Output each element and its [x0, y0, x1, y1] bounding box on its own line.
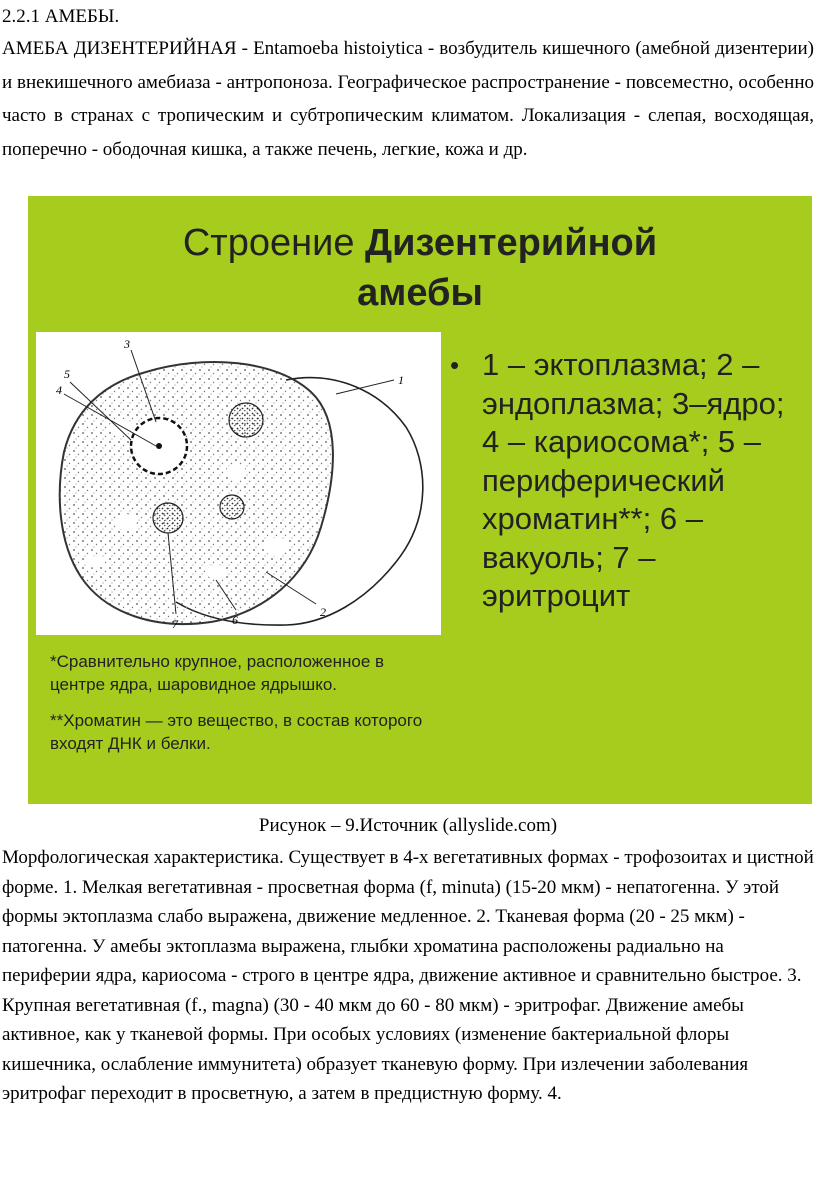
- intro-paragraph: АМЕБА ДИЗЕНТЕРИЙНАЯ - Entamoeba histoiytica - возбудитель кишечного (амебной дизентерии) и внекишечного амебиаза - антропоноза. Географическое распространение - повсеместно, особенно часто в странах с тропическим и субтропическим климатом. Локализация - слепая, восходящая, поперечно - ободочная кишка, а также печень, легкие, кожа и др.: [2, 38, 814, 160]
- slide-title-bold-1: Дизентерийной: [365, 222, 658, 264]
- slide-title-bold-2: амебы: [357, 272, 483, 314]
- figure-caption: Рисунок – 9.Источник (allyslide.com): [258, 815, 558, 836]
- endoplasm-body: [60, 362, 333, 624]
- footnote-2: **Хроматин — это вещество, в состав которого входят ДНК и белки.: [50, 711, 423, 753]
- amoeba-diagram: [36, 332, 441, 635]
- label-2: 2: [320, 605, 326, 619]
- legend: [450, 346, 800, 616]
- karyosome: [156, 443, 162, 449]
- amoeba-illustration: [36, 332, 441, 635]
- label-1: 1: [398, 373, 404, 387]
- footnote-1: *Сравнительно крупное, расположенное в центре ядра, шаровидное ядрышко.: [50, 652, 385, 694]
- erythrocyte: [220, 495, 244, 519]
- label-3: 3: [124, 337, 130, 351]
- slide-figure: [28, 196, 812, 804]
- body-paragraph: Морфологическая характеристика. Существует в 4-х вегетативных формах - трофозоитах и цистной форме. 1. Мелкая вегетативная - просветная форма (f, minuta) (15-20 мкм) - непатогенна. У этой формы эктоплазма слабо выражена, движение медленное. 2. Тканевая форма (20 - 25 мкм) - патогенна. У амебы эктоплазма выражена, глыбки хроматина расположены радиально на периферии ядра, кариосома - строго в центре ядра, движение активное и сравнительно быстрое. 3. Крупная вегетативная (f., magna) (30 - 40 мкм до 60 - 80 мкм) - эритрофаг. Движение амебы активное, как у тканевой формы. При особых условиях (изменение бактериальной флоры кишечника, ослабление иммунитета) образует тканевую форму. При излечении заболевания эритрофаг переходит в просветную, а затем в предцистную форму. 4.: [2, 847, 814, 1104]
- erythrocyte: [229, 403, 263, 437]
- label-7: 7: [172, 617, 178, 631]
- erythrocyte: [153, 503, 183, 533]
- section-heading: 2.2.1 АМЕБЫ.: [2, 6, 120, 27]
- slide-title-regular: Строение: [182, 222, 355, 264]
- legend-text: 1 – эктоплазма; 2 – эндоплазма; 3–ядро; 4 – кариосома*; 5 – периферический хроматин**; 6 – вакуоль; 7 – эритроцит: [482, 347, 785, 613]
- label-5: 5: [64, 367, 70, 381]
- label-6: 6: [232, 613, 238, 627]
- label-4: 4: [56, 383, 62, 397]
- slide-title: [28, 218, 812, 318]
- bullet-icon: •: [450, 350, 460, 380]
- footnotes: [50, 651, 430, 769]
